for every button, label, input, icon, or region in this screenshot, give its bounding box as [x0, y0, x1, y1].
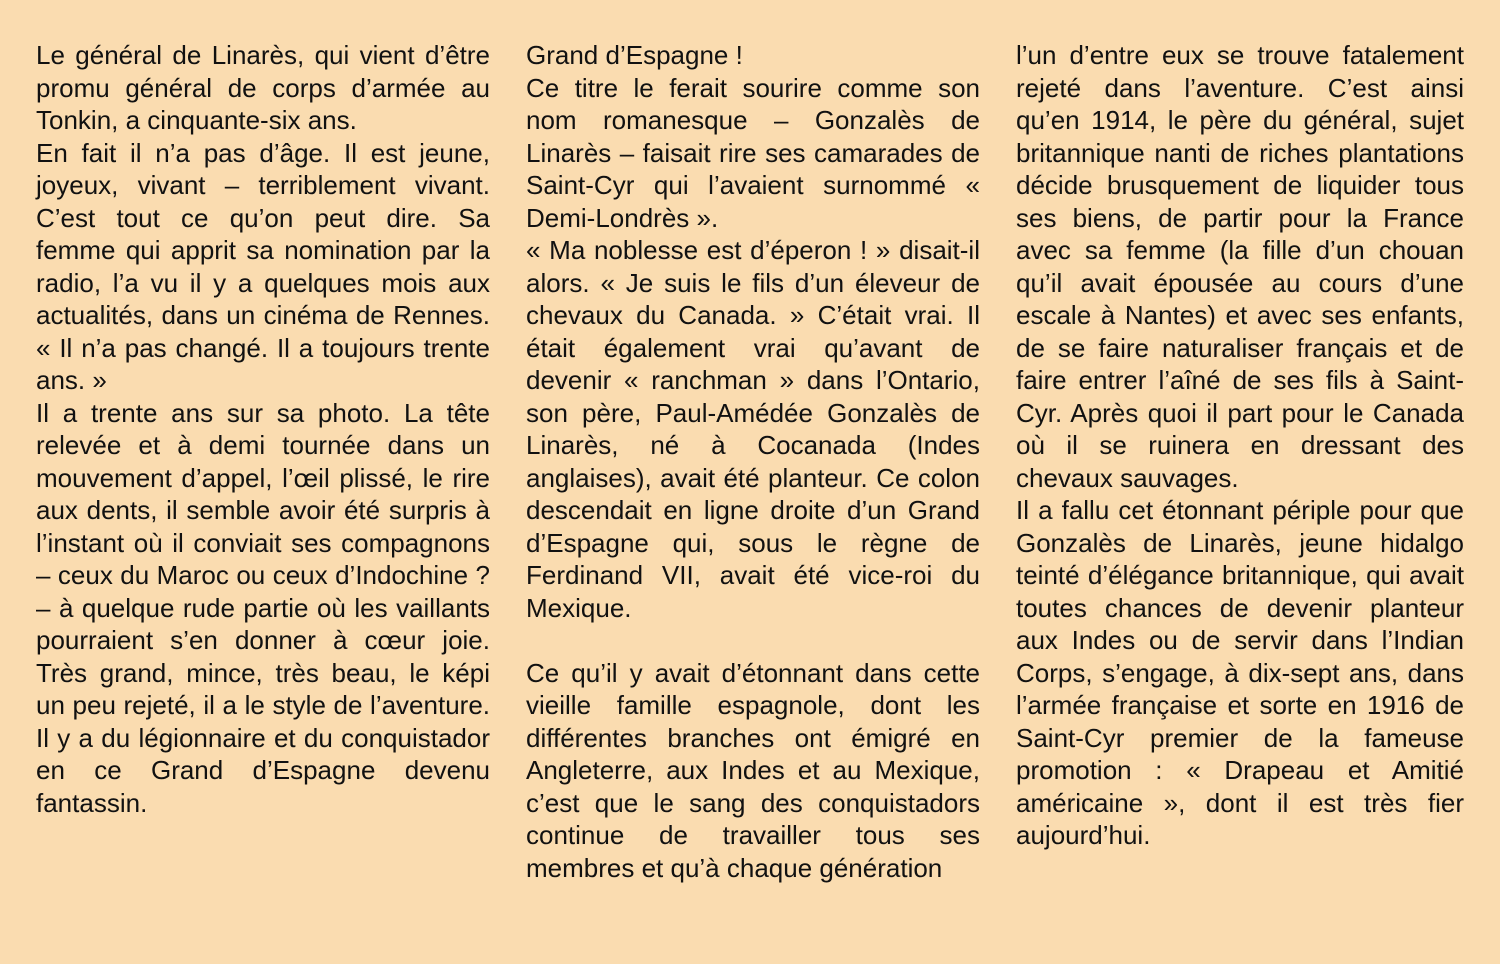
paragraph: Le général de Linarès, qui vient d’être promu général de corps d’armée au Tonkin, a cinquante-six ans. — [36, 40, 490, 135]
paragraph: Ce qu’il y avait d’étonnant dans cette vieille famille espagnole, dont les différentes branches ont émigré en Angleterre, aux Indes et au Mexique, c’est que le sang des conquistadors continue de travailler tous ses membres et qu’à chaque génération — [526, 657, 980, 883]
paragraph: l’un d’entre eux se trouve fatalement rejeté dans l’aventure. C’est ainsi qu’en 1914, le père du général, sujet britannique nanti de riches plantations décide brusquement de liquider tous ses biens, de partir pour la France avec sa femme (la fille d’un chouan qu’il avait épousée au cours d’une escale à Nantes) et avec ses enfants, de se faire naturaliser français et de faire entrer l’aîné de ses fils à Saint-Cyr. Après quoi il part pour le Canada où il se ruinera en dressant des chevaux sauvages. — [1016, 40, 1464, 493]
text-column-2 — [526, 39, 980, 884]
text-column-3 — [1016, 39, 1464, 852]
paragraph: Ce titre le ferait sourire comme son nom romanesque – Gonzalès de Linarès – faisait rire ses camarades de Saint-Cyr qui l’avaient surnommé « Demi-Londrès ». — [526, 72, 980, 233]
paragraph: Il a trente ans sur sa photo. La tête relevée et à demi tournée dans un mouvement d’appel, l’œil plissé, le rire aux dents, il semble avoir été surpris à l’instant où il conviait ses compagnons – ceux du Maroc ou ceux d’Indochine ? – à quelque rude partie où les vaillants pourraient s’en donner à cœur joie. Très grand, mince, très beau, le képi un peu rejeté, il a le style de l’aventure. Il y a du légionnaire et du conquistador en ce Grand d’Espagne devenu fantassin. — [36, 397, 490, 818]
paragraph: « Ma noblesse est d’éperon ! » disait-il alors. « Je suis le fils d’un éleveur de chevaux du Canada. » C’était vrai. Il était également vrai qu’avant de devenir « ranchman » dans l’Ontario, son père, Paul-Amédée Gonzalès de Linarès, né à Cocanada (Indes anglaises), avait été planteur. Ce colon descendait en ligne droite d’un Grand d’Espagne qui, sous le règne de Ferdinand VII, avait été vice-roi du Mexique. — [526, 235, 980, 623]
paragraph: Il a fallu cet étonnant périple pour que Gonzalès de Linarès, jeune hidalgo teinté d’élégance britannique, qui avait toutes chances de devenir planteur aux Indes ou de servir dans l’Indian Corps, s’engage, à dix-sept ans, dans l’armée française et sorte en 1916 de Saint-Cyr premier de la fameuse promotion : « Drapeau et Amitié américaine », dont il est très fier aujourd’hui. — [1016, 495, 1464, 850]
text-column-1 — [36, 39, 490, 819]
paragraph: En fait il n’a pas d’âge. Il est jeune, joyeux, vivant – terriblement vivant. C’est tout ce qu’on peut dire. Sa femme qui apprit sa nomination par la radio, l’a vu il y a quelques mois aux actualités, dans un cinéma de Rennes. « Il n’a pas changé. Il a toujours trente ans. » — [36, 137, 490, 395]
paragraph: Grand d’Espagne ! — [526, 40, 743, 70]
